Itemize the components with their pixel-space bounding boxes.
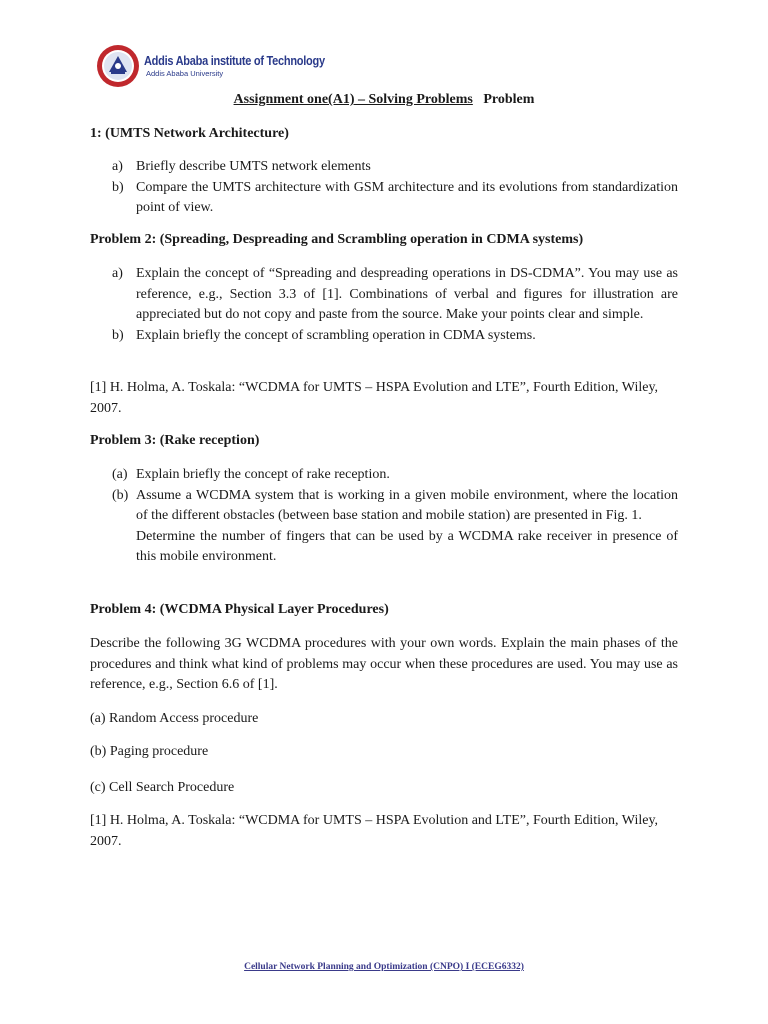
problem-3-heading: Problem 3: (Rake reception) (90, 433, 260, 448)
title-rest: Problem (483, 92, 535, 107)
institution-name: Addis Ababa institute of Technology (144, 54, 325, 68)
reference-2: [1] H. Holma, A. Toskala: “WCDMA for UMTS – HSPA Evolution and LTE”, Fourth Edition, Wiley, 2007. (90, 813, 659, 849)
problem-2-heading: Problem 2: (Spreading, Despreading and Scrambling operation in CDMA systems) (90, 232, 584, 247)
problem-1-heading: 1: (UMTS Network Architecture) (90, 126, 289, 141)
list-item: (a) Explain briefly the concept of rake reception. (112, 467, 390, 482)
list-item: b) Explain briefly the concept of scrambling operation in CDMA systems. (112, 327, 536, 343)
institution-logo (96, 44, 349, 88)
procedure-c: (c) Cell Search Procedure (90, 780, 235, 795)
procedure-a: (a) Random Access procedure (90, 711, 259, 726)
list-item: a) Briefly describe UMTS network elements (112, 159, 371, 174)
list-item: b) Compare the UMTS architecture with GSM architecture and its evolutions from standardization point of view. (112, 179, 678, 215)
procedure-b: (b) Paging procedure (90, 744, 209, 759)
problem-4-intro: Describe the following 3G WCDMA procedures with your own words. Explain the main phases of the procedures and think what kind of problems may occur when these procedures are used. You may use as reference, e.g., Section 6.6 of [1]. (90, 636, 678, 692)
list-item: (b) Assume a WCDMA system that is working in a given mobile environment, where the location of the different obstacles (between base station and mobile station) are presented in Fig. 1. Determine the number of fingers that can be used by a WCDMA rake receiver in presence of this mobile environment. (112, 487, 678, 564)
university-seal-icon (96, 44, 140, 88)
problem-3-list (112, 465, 678, 568)
institution-subtitle: Addis Ababa University (146, 69, 224, 78)
document-title (0, 92, 768, 108)
reference-1: [1] H. Holma, A. Toskala: “WCDMA for UMTS – HSPA Evolution and LTE”, Fourth Edition, Wiley, 2007. (90, 380, 659, 416)
list-item: a) Explain the concept of “Spreading and despreading operations in DS-CDMA”. You may use as reference, e.g., Section 3.3 of [1]. Combinations of verbal and figures for illustration are appreciated but do not copy and paste from the source. Make your points clear and simple. (112, 266, 678, 322)
problem-2-list (112, 264, 678, 346)
title-underlined: Assignment one(A1) – Solving Problems (233, 92, 473, 107)
problem-4-heading: Problem 4: (WCDMA Physical Layer Procedures) (90, 602, 389, 617)
page-footer: Cellular Network Planning and Optimization (CNPO) I (ECEG6332) (244, 962, 524, 972)
problem-1-list (112, 157, 678, 219)
